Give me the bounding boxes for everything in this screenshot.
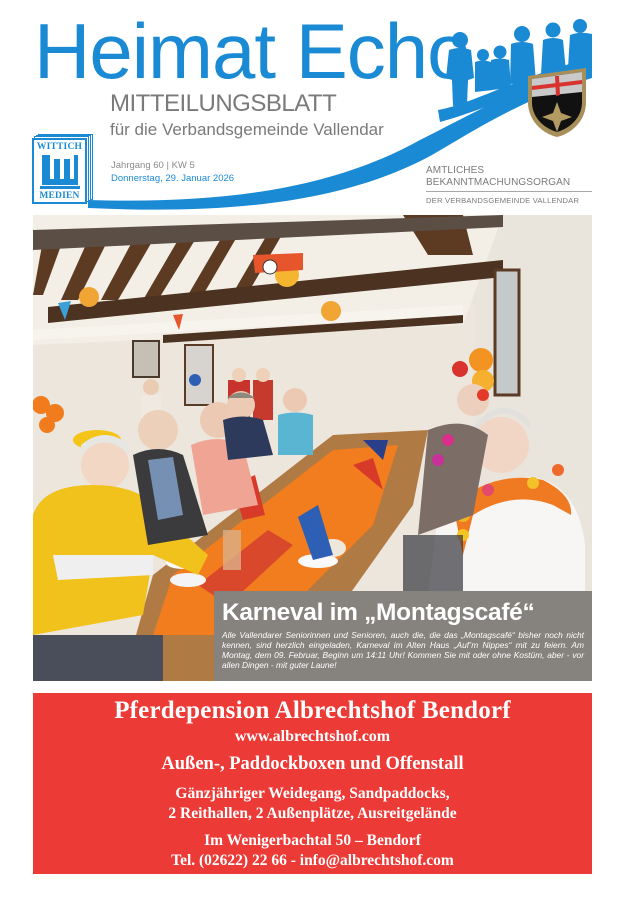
coat-of-arms-icon (524, 66, 590, 138)
publication-subtitle: MITTEILUNGSBLATT (110, 90, 337, 117)
ad-title: Pferdepension Albrechtshof Bendorf (114, 697, 511, 724)
ad-address: Im Wenigerbachtal 50 – Bendorf (204, 832, 421, 849)
official-line-2: BEKANNTMACHUNGSORGAN (426, 176, 571, 188)
headline: Karneval im „Montagscafé“ (222, 599, 535, 626)
publisher-logo-bottom: MEDIEN (39, 191, 80, 201)
wittich-w-logo-icon (40, 155, 80, 189)
article-teaser: Alle Vallendarer Seniorinnen und Senioren, auch die, die das „Montagscafé“ bisher noch nicht kennen, sind herzlich eingeladen, Karneval im Alten Haus „Auf’m Nippes“ mit zu feiern. Am Montag, dem 09. Februar, Beginn um 14:11 Uhr! Kommen Sie mit oder ohne Kostüm, aber - vor allen Dingen - mit guter Laune! (222, 630, 584, 670)
ad-contact: Tel. (02622) 22 66 - info@albrechtshof.com (171, 852, 454, 869)
ad-website-link[interactable]: www.albrechtshof.com (234, 728, 391, 745)
official-organ-label (426, 165, 592, 188)
publisher-logo (32, 134, 92, 204)
ad-boxes-line: Außen-, Paddockboxen und Offenstall (161, 754, 464, 774)
advertisement-albrechtshof (33, 693, 592, 874)
caption-box (214, 591, 592, 681)
official-organ-sublabel: DER VERBANDSGEMEINDE VALLENDAR (426, 196, 580, 205)
ad-features-line-1: Gänzjähriger Weidegang, Sandpaddocks, (175, 785, 450, 802)
ad-features-line-2: 2 Reithallen, 2 Außenplätze, Ausreitgelände (168, 805, 457, 822)
publication-region: für die Verbandsgemeinde Vallendar (110, 120, 384, 139)
official-line-1: AMTLICHES (426, 165, 485, 176)
publisher-logo-top: WITTICH (36, 142, 83, 152)
issue-date: Donnerstag, 29. Januar 2026 (111, 173, 235, 184)
masthead (0, 0, 625, 212)
divider (426, 191, 592, 192)
issue-number: Jahrgang 60 | KW 5 (111, 160, 195, 171)
publication-title: Heimat Echo (34, 7, 470, 95)
cover-photo (33, 215, 592, 681)
